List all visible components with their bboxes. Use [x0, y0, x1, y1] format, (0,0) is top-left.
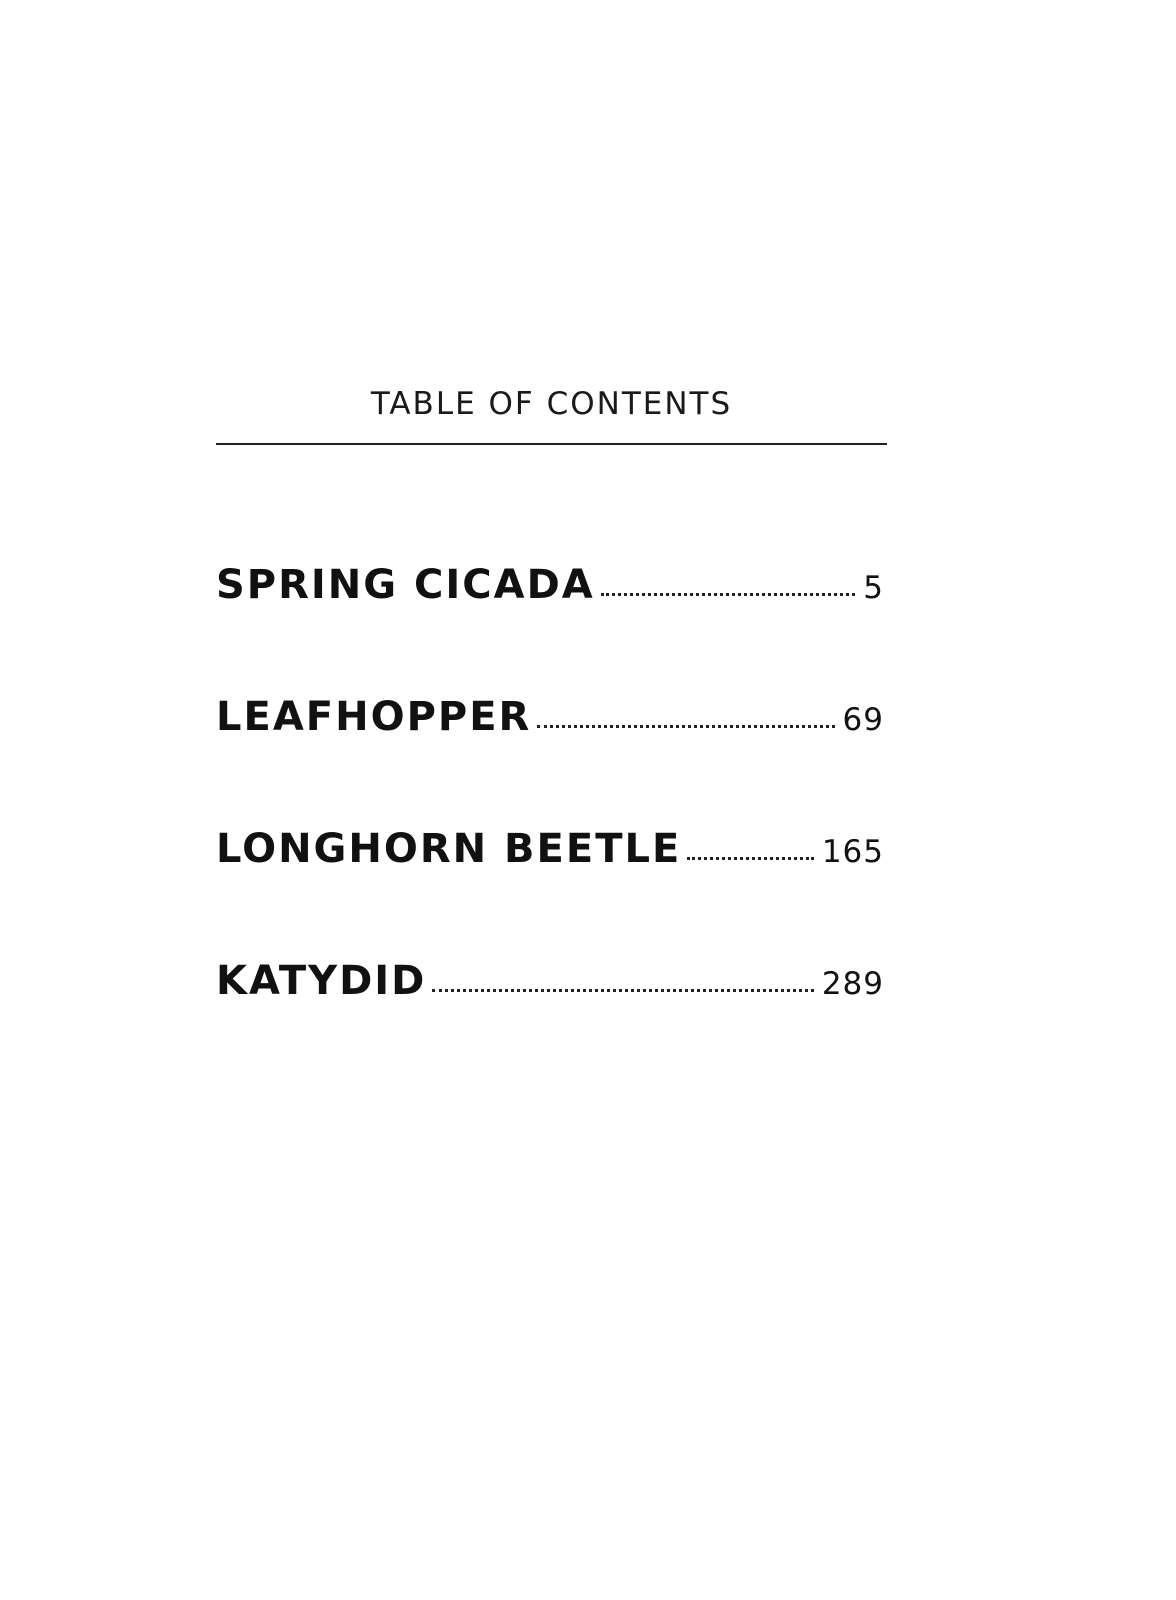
toc-entry-title: KATYDID: [216, 958, 427, 1004]
toc-entry-page: 5: [863, 570, 884, 606]
dot-leader: [601, 593, 856, 596]
toc-entry-spring-cicada[interactable]: [216, 560, 884, 692]
toc-entry-title: LONGHORN BEETLE: [216, 826, 682, 872]
dot-leader: [537, 725, 834, 728]
toc-entry-katydid[interactable]: [216, 956, 884, 1088]
toc-entry-page: 69: [842, 702, 884, 738]
toc-entry-leafhopper[interactable]: [216, 692, 884, 824]
toc-list: [216, 560, 884, 1088]
toc-entry-page: 289: [821, 966, 884, 1002]
toc-heading: TABLE OF CONTENTS: [370, 386, 733, 422]
dot-leader: [687, 857, 814, 860]
dot-leader: [432, 989, 813, 992]
heading-divider: [216, 443, 887, 445]
toc-entry-page: 165: [821, 834, 884, 870]
toc-entry-title: LEAFHOPPER: [216, 694, 532, 740]
toc-entry-title: SPRING CICADA: [216, 562, 595, 608]
toc-entry-longhorn-beetle[interactable]: [216, 824, 884, 956]
